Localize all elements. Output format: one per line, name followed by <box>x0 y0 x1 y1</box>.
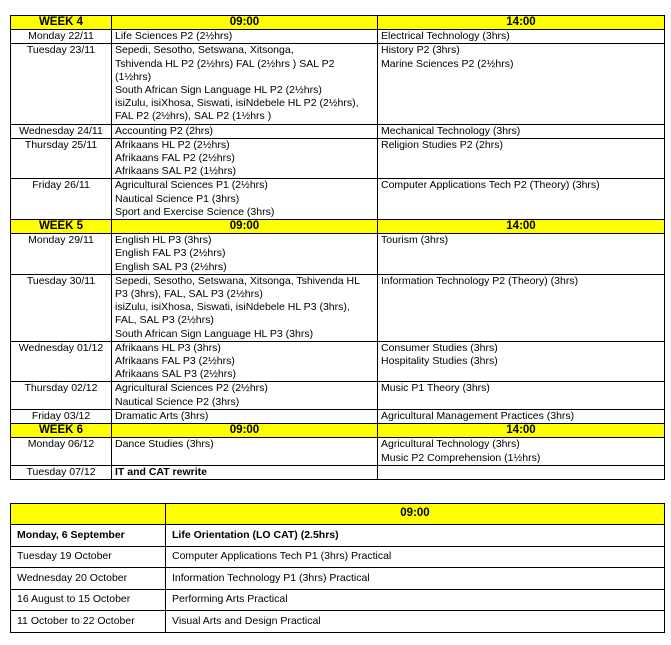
practical-row <box>11 525 665 547</box>
exam-day-row <box>11 30 665 44</box>
subject-line: Tshivenda HL P2 (2½hrs) FAL (2½hrs ) SAL P2 <box>115 57 335 70</box>
afternoon-subjects <box>378 234 665 275</box>
practical-row <box>11 589 665 611</box>
exam-day-row <box>11 409 665 423</box>
morning-subjects <box>112 234 378 275</box>
practical-time-header: 09:00 <box>166 504 665 525</box>
exam-day: Tuesday 07/12 <box>11 465 112 479</box>
exam-day-row <box>11 438 665 465</box>
morning-subjects <box>112 341 378 382</box>
practical-date: 16 August to 15 October <box>11 589 166 611</box>
exam-day: Friday 26/11 <box>11 179 112 220</box>
afternoon-subjects <box>378 409 665 423</box>
practical-row <box>11 546 665 568</box>
subject-line: Afrikaans SAL P3 (2½hrs) <box>115 368 236 381</box>
subject-line: South African Sign Language HL P2 (2½hrs) <box>115 84 322 97</box>
afternoon-subjects <box>378 341 665 382</box>
subject-line: Accounting P2 (2hrs) <box>115 124 214 137</box>
morning-subjects <box>112 382 378 409</box>
exam-day: Monday 22/11 <box>11 30 112 44</box>
week-header-row <box>11 16 665 30</box>
subject-line: P3 (3hrs), FAL, SAL P3 (2½hrs) <box>115 288 263 301</box>
subject-line: Afrikaans SAL P2 (1½hrs) <box>115 165 236 178</box>
subject-line: Mechanical Technology (3hrs) <box>381 124 521 137</box>
morning-subjects <box>112 179 378 220</box>
subject-line: Consumer Studies (3hrs) <box>381 341 498 354</box>
practical-subject: Computer Applications Tech P1 (3hrs) Practical <box>166 546 665 568</box>
exam-day-row <box>11 341 665 382</box>
subject-line: Hospitality Studies (3hrs) <box>381 355 498 368</box>
afternoon-subjects <box>378 44 665 124</box>
subject-line: Agricultural Sciences P2 (2½hrs) <box>115 382 268 395</box>
subject-line: English SAL P3 (2½hrs) <box>115 260 227 273</box>
afternoon-subjects <box>378 124 665 138</box>
session-time-morning: 09:00 <box>112 16 378 30</box>
morning-subjects <box>112 124 378 138</box>
subject-line: Dance Studies (3hrs) <box>115 438 214 451</box>
exam-day: Wednesday 01/12 <box>11 341 112 382</box>
afternoon-subjects <box>378 465 665 479</box>
exam-day-row <box>11 44 665 124</box>
practical-date: Wednesday 20 October <box>11 568 166 590</box>
exam-day: Wednesday 24/11 <box>11 124 112 138</box>
subject-line: Afrikaans FAL P2 (2½hrs) <box>115 152 235 165</box>
subject-line: Religion Studies P2 (2hrs) <box>381 138 503 151</box>
subject-line: Computer Applications Tech P2 (Theory) (3hrs) <box>381 179 600 192</box>
morning-subjects <box>112 438 378 465</box>
exam-day-row <box>11 138 665 179</box>
exam-day-row <box>11 179 665 220</box>
subject-line: Marine Sciences P2 (2½hrs) <box>381 57 514 70</box>
session-time-morning: 09:00 <box>112 220 378 234</box>
subject-line: History P2 (3hrs) <box>381 44 460 57</box>
practical-subject: Information Technology P1 (3hrs) Practical <box>166 568 665 590</box>
subject-line: Music P1 Theory (3hrs) <box>381 382 490 395</box>
week-label: WEEK 6 <box>11 424 112 438</box>
exam-day: Friday 03/12 <box>11 409 112 423</box>
subject-line: Sepedi, Sesotho, Setswana, Xitsonga, Tshivenda HL <box>115 274 360 287</box>
subject-line: Nautical Science P2 (3hrs) <box>115 395 240 408</box>
subject-line: Agricultural Technology (3hrs) <box>381 438 520 451</box>
exam-day-row <box>11 465 665 479</box>
subject-line: Sepedi, Sesotho, Setswana, Xitsonga, <box>115 44 294 57</box>
morning-subjects <box>112 30 378 44</box>
morning-subjects <box>112 465 378 479</box>
week-header-row <box>11 220 665 234</box>
exam-day-row <box>11 124 665 138</box>
morning-subjects <box>112 44 378 124</box>
subject-line: English FAL P3 (2½hrs) <box>115 247 226 260</box>
exam-day: Thursday 25/11 <box>11 138 112 179</box>
subject-line: English HL P3 (3hrs) <box>115 234 212 247</box>
morning-subjects <box>112 409 378 423</box>
exam-day-row <box>11 382 665 409</box>
afternoon-subjects <box>378 138 665 179</box>
practical-date: 11 October to 22 October <box>11 611 166 633</box>
subject-line: South African Sign Language HL P3 (3hrs) <box>115 327 314 340</box>
subject-line: isiZulu, isiXhosa, Siswati, isiNdebele HL P2 (2½hrs), <box>115 97 359 110</box>
subject-line: Afrikaans FAL P3 (2½hrs) <box>115 355 235 368</box>
subject-line: FAL, SAL P3 (2½hrs) <box>115 314 214 327</box>
subject-line: Music P2 Comprehension (1½hrs) <box>381 451 541 464</box>
subject-line: Electrical Technology (3hrs) <box>381 30 510 43</box>
exam-day: Tuesday 23/11 <box>11 44 112 124</box>
session-time-morning: 09:00 <box>112 424 378 438</box>
morning-subjects <box>112 274 378 341</box>
exam-day-row <box>11 234 665 275</box>
subject-line: Agricultural Management Practices (3hrs) <box>381 409 575 422</box>
subject-line: Life Sciences P2 (2½hrs) <box>115 30 233 43</box>
practical-header-row <box>11 504 665 525</box>
afternoon-subjects <box>378 179 665 220</box>
afternoon-subjects <box>378 382 665 409</box>
week-header-row <box>11 424 665 438</box>
subject-line: Information Technology P2 (Theory) (3hrs) <box>381 274 579 287</box>
morning-subjects <box>112 138 378 179</box>
subject-line: Dramatic Arts (3hrs) <box>115 409 209 422</box>
subject-line: FAL P2 (2½hrs), SAL P2 (1½hrs ) <box>115 110 272 123</box>
exam-day-row <box>11 274 665 341</box>
afternoon-subjects <box>378 274 665 341</box>
session-time-afternoon: 14:00 <box>378 16 665 30</box>
exam-day: Tuesday 30/11 <box>11 274 112 341</box>
session-time-afternoon: 14:00 <box>378 220 665 234</box>
practical-subject: Life Orientation (LO CAT) (2.5hrs) <box>166 525 665 547</box>
subject-line: isiZulu, isiXhosa, Siswati, isiNdebele HL P3 (3hrs), <box>115 301 350 314</box>
subject-line: Afrikaans HL P3 (3hrs) <box>115 341 221 354</box>
afternoon-subjects <box>378 30 665 44</box>
practical-date: Tuesday 19 October <box>11 546 166 568</box>
subject-line: Agricultural Sciences P1 (2½hrs) <box>115 179 268 192</box>
subject-line: Sport and Exercise Science (3hrs) <box>115 205 275 218</box>
week-label: WEEK 5 <box>11 220 112 234</box>
week-label: WEEK 4 <box>11 16 112 30</box>
practical-subject: Visual Arts and Design Practical <box>166 611 665 633</box>
subject-line: Afrikaans HL P2 (2½hrs) <box>115 138 230 151</box>
subject-line: Nautical Science P1 (3hrs) <box>115 192 240 205</box>
practical-row <box>11 611 665 633</box>
exam-day: Monday 29/11 <box>11 234 112 275</box>
practical-subject: Performing Arts Practical <box>166 589 665 611</box>
exam-timetable <box>10 15 665 480</box>
exam-day: Thursday 02/12 <box>11 382 112 409</box>
session-time-afternoon: 14:00 <box>378 424 665 438</box>
exam-day: Monday 06/12 <box>11 438 112 465</box>
subject-line: (1½hrs) <box>115 70 152 83</box>
subject-line: Tourism (3hrs) <box>381 234 449 247</box>
practical-row <box>11 568 665 590</box>
practical-header-blank <box>11 504 166 525</box>
practical-exam-table <box>10 503 665 633</box>
practical-date: Monday, 6 September <box>11 525 166 547</box>
afternoon-subjects <box>378 438 665 465</box>
subject-line: IT and CAT rewrite <box>115 465 207 478</box>
